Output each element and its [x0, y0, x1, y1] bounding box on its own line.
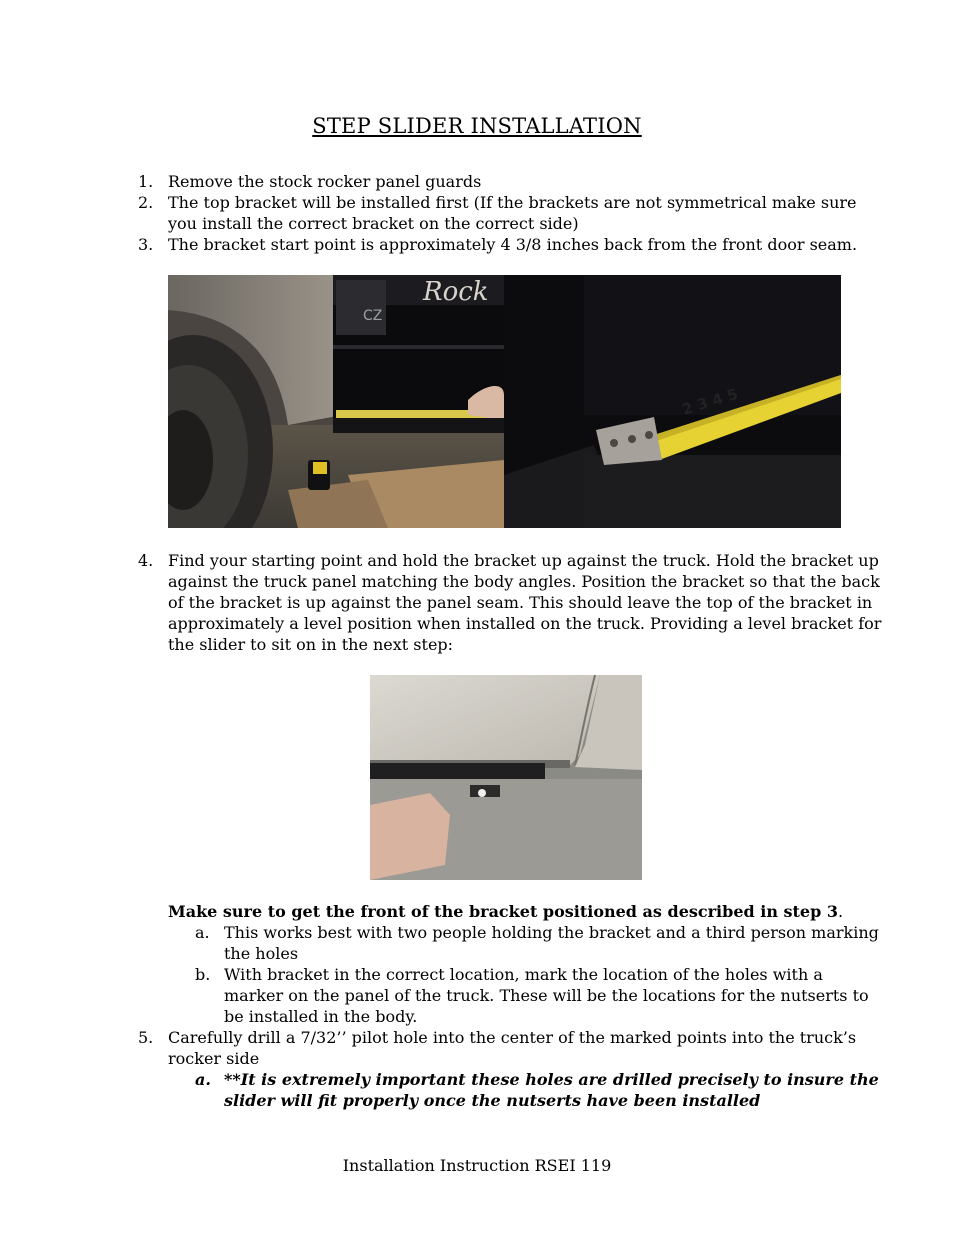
- step-3-text: The bracket start point is approximately 4 3/8 inches back from the front door seam.: [168, 235, 858, 254]
- step-2-text-line-1: The top bracket will be installed first (If the brackets are not symmetrical make sure: [168, 193, 857, 212]
- note-bold-text: Make sure to get the front of the bracket positioned as described in step 3: [168, 902, 838, 921]
- sub-a-letter: a.: [195, 923, 210, 942]
- photo-decal-text: Rock: [423, 277, 489, 307]
- step-5-text-line-1: Carefully drill a 7/32’’ pilot hole into the center of the marked points into the truck’s: [168, 1028, 857, 1047]
- step-5a-warning-line-1: **It is extremely important these holes are drilled precisely to insure the: [224, 1070, 879, 1089]
- sub-a-text-line-1: This works best with two people holding the bracket and a third person marking: [224, 923, 879, 942]
- sub-b-text-line-1: With bracket in the correct location, mark the location of the holes with a: [224, 965, 823, 984]
- step-1-text: Remove the stock rocker panel guards: [168, 172, 482, 191]
- step-4-text-line-5: the slider to sit on in the next step:: [168, 635, 454, 654]
- step-4-text-line-1: Find your starting point and hold the bracket up against the truck. Hold the bracket up: [168, 551, 879, 570]
- note-period: .: [838, 902, 844, 921]
- step-5a-letter: a.: [195, 1070, 211, 1089]
- step-3-number: 3.: [138, 235, 154, 254]
- step-4-text-line-2: against the truck panel matching the body angles. Position the bracket so that the back: [168, 572, 880, 591]
- sub-b-text-line-2: marker on the panel of the truck. These will be the locations for the nutserts to: [224, 986, 869, 1005]
- step-4-text-line-3: of the bracket is up against the panel seam. This should leave the top of the bracket in: [168, 593, 873, 612]
- photo-bracket-svg: [370, 675, 642, 880]
- step-2-text-line-2: you install the correct bracket on the correct side): [168, 214, 579, 233]
- step-1-number: 1.: [138, 172, 154, 191]
- photo-badge-text: CZ: [363, 308, 383, 324]
- bracket-position-note: [168, 901, 843, 922]
- sub-b-text-line-3: be installed in the body.: [224, 1007, 418, 1026]
- step-5-number: 5.: [138, 1028, 154, 1047]
- step-4-text-line-4: approximately a level position when installed on the truck. Providing a level bracket for: [168, 614, 882, 633]
- photo-measuring-door-seam: [168, 275, 504, 528]
- tape-measure-numbers: 2 3 4 5: [679, 384, 741, 419]
- step-5a-warning-line-2: slider will fit properly once the nutserts have been installed: [224, 1091, 761, 1110]
- sub-b-letter: b.: [195, 965, 211, 984]
- page-footer: Installation Instruction RSEI 119: [342, 1156, 612, 1175]
- step-5-text-line-2: rocker side: [168, 1049, 260, 1068]
- page-title: STEP SLIDER INSTALLATION: [312, 114, 642, 138]
- photo-tape-measure-svg: [504, 275, 841, 528]
- step-2-number: 2.: [138, 193, 154, 212]
- photo-tape-measure: [504, 275, 841, 528]
- photo-truck-door-svg: [168, 275, 504, 528]
- photo-bracket-against-panel: [370, 675, 642, 880]
- sub-a-text-line-2: the holes: [224, 944, 299, 963]
- step-4-number: 4.: [138, 551, 154, 570]
